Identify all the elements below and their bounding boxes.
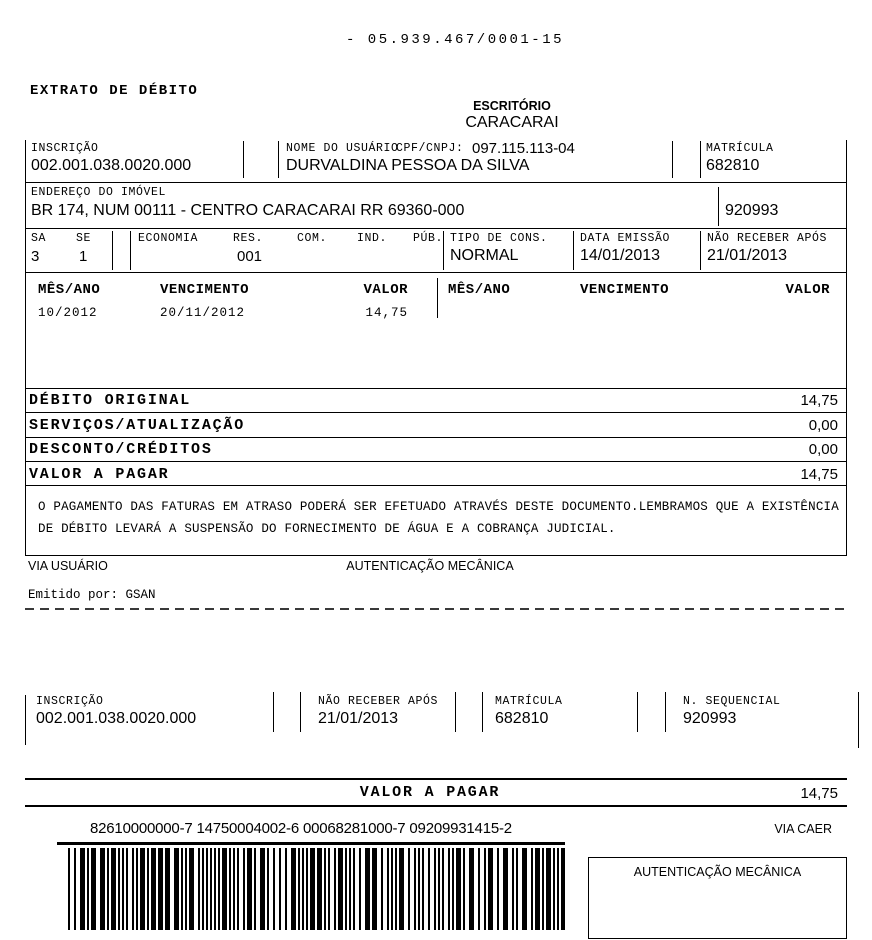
se-value: 1 bbox=[79, 248, 88, 265]
via2-sequencial-label: N. SEQUENCIAL bbox=[683, 695, 781, 708]
cpf-cnpj-value: 097.115.113-04 bbox=[472, 140, 575, 157]
via2-valor-label: VALOR A PAGAR bbox=[359, 784, 501, 801]
via2-sequencial-value: 920993 bbox=[683, 710, 737, 727]
right-border bbox=[846, 140, 847, 555]
company-cnpj: - 05.939.467/0001-15 bbox=[345, 32, 565, 48]
pub-label: PÚB. bbox=[413, 232, 444, 245]
col-header-vencimento: VENCIMENTO bbox=[160, 282, 250, 298]
data-emissao-value: 14/01/2013 bbox=[580, 247, 661, 264]
summary-label-desconto: DESCONTO/CRÉDITOS bbox=[29, 441, 213, 458]
endereco-label: ENDEREÇO DO IMÓVEL bbox=[31, 186, 167, 199]
notice-line-1: O PAGAMENTO DAS FATURAS EM ATRASO PODERÁ SER EFETUADO ATRAVÉS DESTE DOCUMENTO.LEMBRAMOS QUE A EXISTÊNCIA bbox=[38, 500, 839, 514]
summary-value-desconto: 0,00 bbox=[808, 441, 838, 458]
inscricao-label: INSCRIÇÃO bbox=[31, 142, 99, 155]
col-header-mes-ano-2: MÊS/ANO bbox=[448, 282, 511, 298]
summary-divider bbox=[25, 461, 847, 462]
via-caer-label: VIA CAER bbox=[774, 822, 832, 836]
separator bbox=[700, 231, 701, 270]
cut-line bbox=[25, 608, 847, 610]
via2-nao-receber-label: NÃO RECEBER APÓS bbox=[318, 695, 439, 708]
nome-usuario-label: NOME DO USUÁRIO bbox=[286, 142, 399, 155]
summary-value-servicos: 0,00 bbox=[808, 417, 838, 434]
summary-divider bbox=[25, 485, 847, 486]
nao-receber-value: 21/01/2013 bbox=[707, 247, 788, 264]
sa-label: SA bbox=[31, 232, 47, 245]
barcode-digits: 82610000000-7 14750004002-6 00068281000-7 09209931415-2 bbox=[90, 820, 512, 837]
row-divider bbox=[25, 228, 847, 229]
notice-line-2: DE DÉBITO LEVARÁ A SUSPENSÃO DO FORNECIMENTO DE ÁGUA E A COBRANÇA JUDICIAL. bbox=[38, 522, 616, 536]
ind-label: IND. bbox=[357, 232, 388, 245]
via2-nao-receber-value: 21/01/2013 bbox=[318, 710, 399, 727]
summary-value-valor-a-pagar: 14,75 bbox=[800, 466, 838, 483]
cpf-cnpj-label: CPF/CNPJ: bbox=[396, 142, 464, 155]
via2-matricula-value: 682810 bbox=[495, 710, 549, 727]
separator bbox=[665, 692, 666, 732]
se-label: SE bbox=[76, 232, 92, 245]
row-divider bbox=[25, 272, 847, 273]
summary-label-servicos: SERVIÇOS/ATUALIZAÇÃO bbox=[29, 417, 246, 434]
nome-usuario-value: DURVALDINA PESSOA DA SILVA bbox=[286, 157, 530, 174]
separator bbox=[300, 692, 301, 732]
separator bbox=[112, 231, 113, 270]
summary-divider bbox=[25, 412, 847, 413]
separator bbox=[482, 692, 483, 732]
document-title: EXTRATO DE DÉBITO bbox=[30, 83, 199, 99]
endereco-value: BR 174, NUM 00111 - CENTRO CARACARAI RR 69360-000 bbox=[31, 202, 465, 219]
valor-divider-bottom bbox=[25, 805, 847, 807]
col-header-valor: VALOR bbox=[363, 282, 408, 298]
authentication-box bbox=[588, 857, 847, 939]
col-header-mes-ano: MÊS/ANO bbox=[38, 282, 101, 298]
res-value: 001 bbox=[237, 248, 263, 265]
valor-divider-top bbox=[25, 778, 847, 780]
barcode-top-rule bbox=[57, 842, 565, 845]
separator bbox=[437, 278, 438, 318]
via2-inscricao-label: INSCRIÇÃO bbox=[36, 695, 104, 708]
separator bbox=[700, 141, 701, 178]
separator bbox=[455, 692, 456, 732]
cell-valor: 14,75 bbox=[365, 306, 408, 320]
tipo-cons-label: TIPO DE CONS. bbox=[450, 232, 548, 245]
com-label: COM. bbox=[297, 232, 328, 245]
autenticacao-mecanica-label: AUTENTICAÇÃO MECÂNICA bbox=[346, 559, 514, 573]
sa-value: 3 bbox=[31, 248, 40, 265]
res-label: RES. bbox=[233, 232, 264, 245]
summary-divider bbox=[25, 388, 847, 389]
separator bbox=[278, 141, 279, 178]
separator bbox=[637, 692, 638, 732]
left-border bbox=[25, 140, 26, 555]
separator bbox=[718, 187, 719, 226]
barcode bbox=[68, 848, 565, 930]
cell-mes-ano: 10/2012 bbox=[38, 306, 98, 320]
summary-value-debito-original: 14,75 bbox=[800, 392, 838, 409]
separator bbox=[443, 231, 444, 270]
summary-label-valor-a-pagar: VALOR A PAGAR bbox=[29, 466, 170, 483]
via2-matricula-label: MATRÍCULA bbox=[495, 695, 563, 708]
separator bbox=[25, 695, 26, 745]
data-emissao-label: DATA EMISSÃO bbox=[580, 232, 671, 245]
office-value: CARACARAI bbox=[465, 114, 559, 131]
col-header-vencimento-2: VENCIMENTO bbox=[580, 282, 670, 298]
via2-inscricao-value: 002.001.038.0020.000 bbox=[36, 710, 197, 727]
matricula-label: MATRÍCULA bbox=[706, 142, 774, 155]
separator bbox=[858, 692, 859, 748]
via-usuario-label: VIA USUÁRIO bbox=[28, 559, 108, 573]
emitted-by-text: Emitido por: GSAN bbox=[28, 588, 156, 602]
economia-label: ECONOMIA bbox=[138, 232, 199, 245]
separator bbox=[672, 141, 673, 178]
inscricao-value: 002.001.038.0020.000 bbox=[31, 157, 192, 174]
separator bbox=[243, 141, 244, 178]
nao-receber-label: NÃO RECEBER APÓS bbox=[707, 232, 828, 245]
tipo-cons-value: NORMAL bbox=[450, 247, 519, 264]
row-divider bbox=[25, 182, 847, 183]
cell-vencimento: 20/11/2012 bbox=[160, 306, 246, 320]
via2-valor-value: 14,75 bbox=[800, 785, 838, 802]
summary-label-debito-original: DÉBITO ORIGINAL bbox=[29, 392, 192, 409]
col-header-valor-2: VALOR bbox=[785, 282, 830, 298]
sequencial-value: 920993 bbox=[725, 202, 779, 219]
matricula-value: 682810 bbox=[706, 157, 760, 174]
separator bbox=[130, 231, 131, 270]
separator bbox=[273, 692, 274, 732]
separator bbox=[573, 231, 574, 270]
office-label: ESCRITÓRIO bbox=[473, 99, 551, 113]
summary-divider bbox=[25, 437, 847, 438]
via2-autenticacao-label: AUTENTICAÇÃO MECÂNICA bbox=[633, 865, 802, 879]
notice-bottom-divider bbox=[25, 555, 847, 556]
